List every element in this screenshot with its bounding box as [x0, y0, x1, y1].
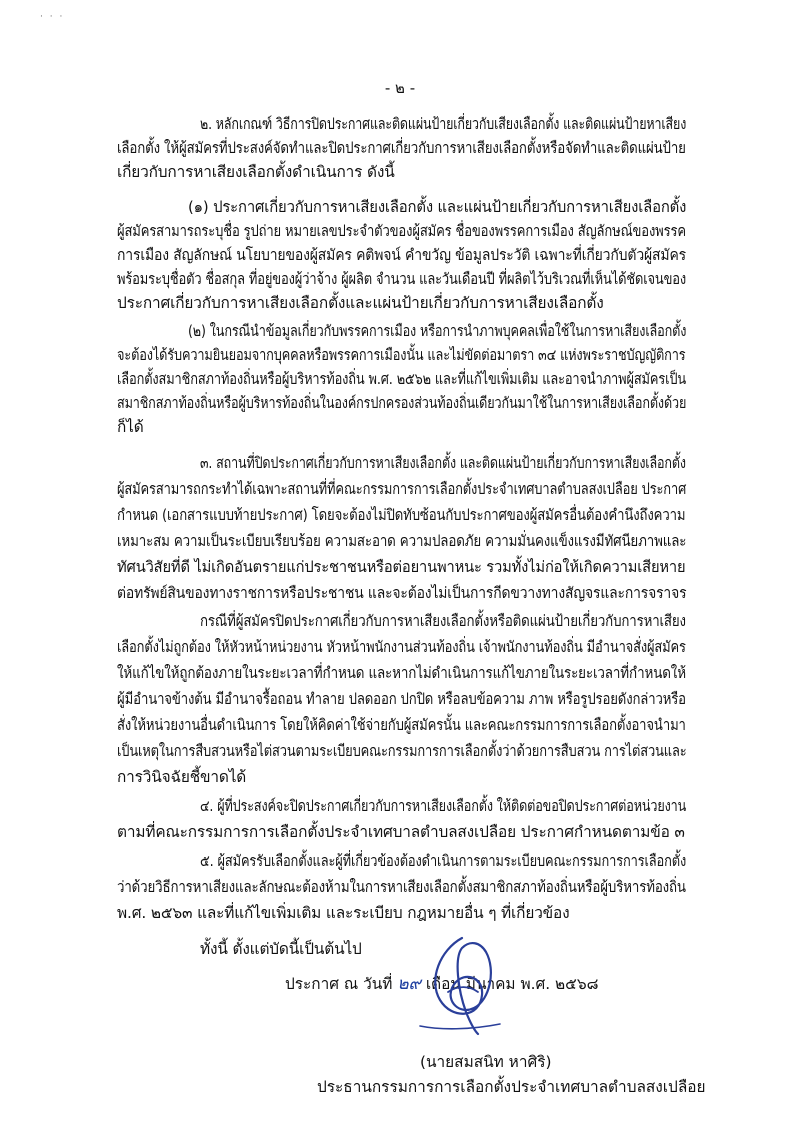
- paragraph-line: ผู้สมัครสามารถกระทำได้เฉพาะสถานที่ที่คณะกรรมการการเลือกตั้งประจำเทศบาลตำบลสงเปลือย ประกาศ: [117, 480, 687, 498]
- paragraph-line: สมาชิกสภาท้องถิ่นหรือผู้บริหารท้องถิ่นในองค์กรปกครองส่วนท้องถิ่นเดียวกันมาใช้ในการหาเสียงเลือกตั้งด้วย: [117, 394, 687, 412]
- paragraph-line: ต่อทรัพย์สินของทางราชการหรือประชาชน และจะต้องไม่เป็นการกีดขวางทางสัญจรและการจราจร: [117, 584, 687, 602]
- paragraph-line: ตามที่คณะกรรมการการเลือกตั้งประจำเทศบาลตำบลสงเปลือย ประกาศกำหนดตามข้อ ๓: [117, 823, 685, 841]
- paragraph-line: พ.ศ. ๒๕๖๓ และที่แก้ไขเพิ่มเติม และระเบียบ กฎหมายอื่น ๆ ที่เกี่ยวข้อง: [117, 904, 570, 922]
- paragraph-line: ๔. ผู้ที่ประสงค์จะปิดประกาศเกี่ยวกับการหาเสียงเลือกตั้ง ให้ติดต่อขอปิดประกาศต่อหน่วยงาน: [200, 797, 687, 815]
- paragraph-line: ว่าด้วยวิธีการหาเสียงและลักษณะต้องห้ามในการหาเสียงเลือกตั้งสมาชิกสภาท้องถิ่นหรือผู้บริหารท้องถิ่น: [117, 878, 686, 896]
- scan-mark: · · ·: [40, 12, 65, 22]
- paragraph-line: ให้แก้ไขให้ถูกต้องภายในระยะเวลาที่กำหนด และหากไม่ดำเนินการแก้ไขภายในระยะเวลาที่กำหนดให้: [117, 664, 686, 682]
- paragraph-line: ๒. หลักเกณฑ์ วิธีการปิดประกาศและติดแผ่นป้ายเกี่ยวกับเสียงเลือกตั้ง และติดแผ่นป้ายหาเสียง: [200, 115, 687, 133]
- signer-title: ประธานกรรมการการเลือกตั้งประจำเทศบาลตำบลสงเปลือย: [317, 1078, 706, 1096]
- paragraph-line: เลือกตั้ง ให้ผู้สมัครที่ประสงค์จัดทำและปิดประกาศเกี่ยวกับการหาเสียงเลือกตั้งหรือจัดทำและติดแผ่นป้าย: [117, 139, 686, 157]
- signer-name: (นายสมสนิท หาศิริ): [420, 1053, 552, 1071]
- paragraph-line: เหมาะสม ความเป็นระเบียบเรียบร้อย ความสะอาด ความปลอดภัย ความมั่นคงแข็งแรงมีทัศนียภาพและ: [117, 532, 687, 550]
- paragraph-line: เป็นเหตุในการสืบสวนหรือไต่สวนตามระเบียบคณะกรรมการการเลือกตั้งว่าด้วยการสืบสวน การไต่สวนและ: [117, 742, 687, 760]
- paragraph-line: ประกาศเกี่ยวกับการหาเสียงเลือกตั้งและแผ่นป้ายเกี่ยวกับการหาเสียงเลือกตั้ง: [117, 294, 604, 312]
- paragraph-line: ผู้สมัครสามารถระบุชื่อ รูปถ่าย หมายเลขประจำตัวของผู้สมัคร ชื่อของพรรคการเมือง สัญลักษณ์ของพรรค: [117, 222, 686, 240]
- paragraph-line: พร้อมระบุชื่อตัว ชื่อสกุล ที่อยู่ของผู้ว่าจ้าง ผู้ผลิต จำนวน และวันเดือนปี ที่ผลิตไว้บริเวณที่เห็นได้ชัดเจนของ: [117, 270, 687, 288]
- paragraph-line: เกี่ยวกับการหาเสียงเลือกตั้งดำเนินการ ดังนี้: [117, 163, 395, 181]
- paragraph-line: เลือกตั้งไม่ถูกต้อง ให้หัวหน้าหน่วยงาน หัวหน้าพนักงานส่วนท้องถิ่น เจ้าพนักงานท้องถิ่น มีอำนาจสั่งผู้สมัคร: [117, 638, 686, 656]
- paragraph-line: ๓. สถานที่ปิดประกาศเกี่ยวกับการหาเสียงเลือกตั้ง และติดแผ่นป้ายเกี่ยวกับการหาเสียงเลือกตั้ง: [200, 454, 686, 472]
- paragraph-line: ทัศนวิสัยที่ดี ไม่เกิดอันตรายแก่ประชาชนหรือต่อยานพาหนะ รวมทั้งไม่ก่อให้เกิดความเสียหาย: [117, 558, 686, 576]
- paragraph-line: กำหนด (เอกสารแบบท้ายประกาศ) โดยจะต้องไม่ปิดทับซ้อนกับประกาศของผู้สมัครอื่นต้องคำนึงถึงความ: [117, 506, 686, 524]
- paragraph-line: ๕. ผู้สมัครรับเลือกตั้งและผู้ที่เกี่ยวข้องต้องดำเนินการตามระเบียบคณะกรรมการการเลือกตั้ง: [200, 852, 687, 870]
- paragraph-line: ผู้มีอำนาจข้างต้น มีอำนาจรื้อถอน ทำลาย ปลดออก ปกปิด หรือลบข้อความ ภาพ หรือรูปรอยดังกล่าวหรือ: [117, 690, 686, 708]
- announcement-month: เดือน มีนาคม พ.ศ. ๒๕๖๘: [425, 975, 599, 993]
- paragraph-line: (๑) ประกาศเกี่ยวกับการหาเสียงเลือกตั้ง และแผ่นป้ายเกี่ยวกับการหาเสียงเลือกตั้ง: [188, 198, 687, 216]
- handwritten-signature: [400, 930, 520, 1040]
- paragraph-line: เลือกตั้งสมาชิกสภาท้องถิ่นหรือผู้บริหารท้องถิ่น พ.ศ. ๒๕๖๒ และที่แก้ไขเพิ่มเติม และอาจนำภาพผู้สมัครเป็น: [117, 370, 687, 388]
- page-number: - ๒ -: [384, 79, 416, 97]
- paragraph-line: การเมือง สัญลักษณ์ นโยบายของผู้สมัคร คติพจน์ คำขวัญ ข้อมูลประวัติ เฉพาะที่เกี่ยวกับตัวผู้สมัคร: [117, 246, 687, 264]
- paragraph-line: สั่งให้หน่วยงานอื่นดำเนินการ โดยให้คิดค่าใช้จ่ายกับผู้สมัครนั้น และคณะกรรมการการเลือกตั้งอาจนำมา: [117, 716, 686, 734]
- closing-line: ทั้งนี้ ตั้งแต่บัดนี้เป็นต้นไป: [200, 940, 362, 958]
- paragraph-line: จะต้องได้รับความยินยอมจากบุคคลหรือพรรคการเมืองนั้น และไม่ขัดต่อมาตรา ๓๔ แห่งพระราชบัญญัติการ: [117, 346, 686, 364]
- paragraph-line: (๒) ในกรณีนำข้อมูลเกี่ยวกับพรรคการเมือง หรือการนำภาพบุคคลเพื่อใช้ในการหาเสียงเลือกตั้ง: [188, 322, 687, 340]
- announcement-prefix: ประกาศ ณ วันที่: [285, 975, 393, 993]
- paragraph-line: กรณีที่ผู้สมัครปิดประกาศเกี่ยวกับการหาเสียงเลือกตั้งหรือติดแผ่นป้ายเกี่ยวกับการหาเสียง: [200, 612, 686, 630]
- announcement-day: ๒๙: [397, 974, 421, 994]
- paragraph-line: การวินิจฉัยชี้ขาดได้: [117, 768, 247, 786]
- paragraph-line: ก็ได้: [117, 418, 144, 436]
